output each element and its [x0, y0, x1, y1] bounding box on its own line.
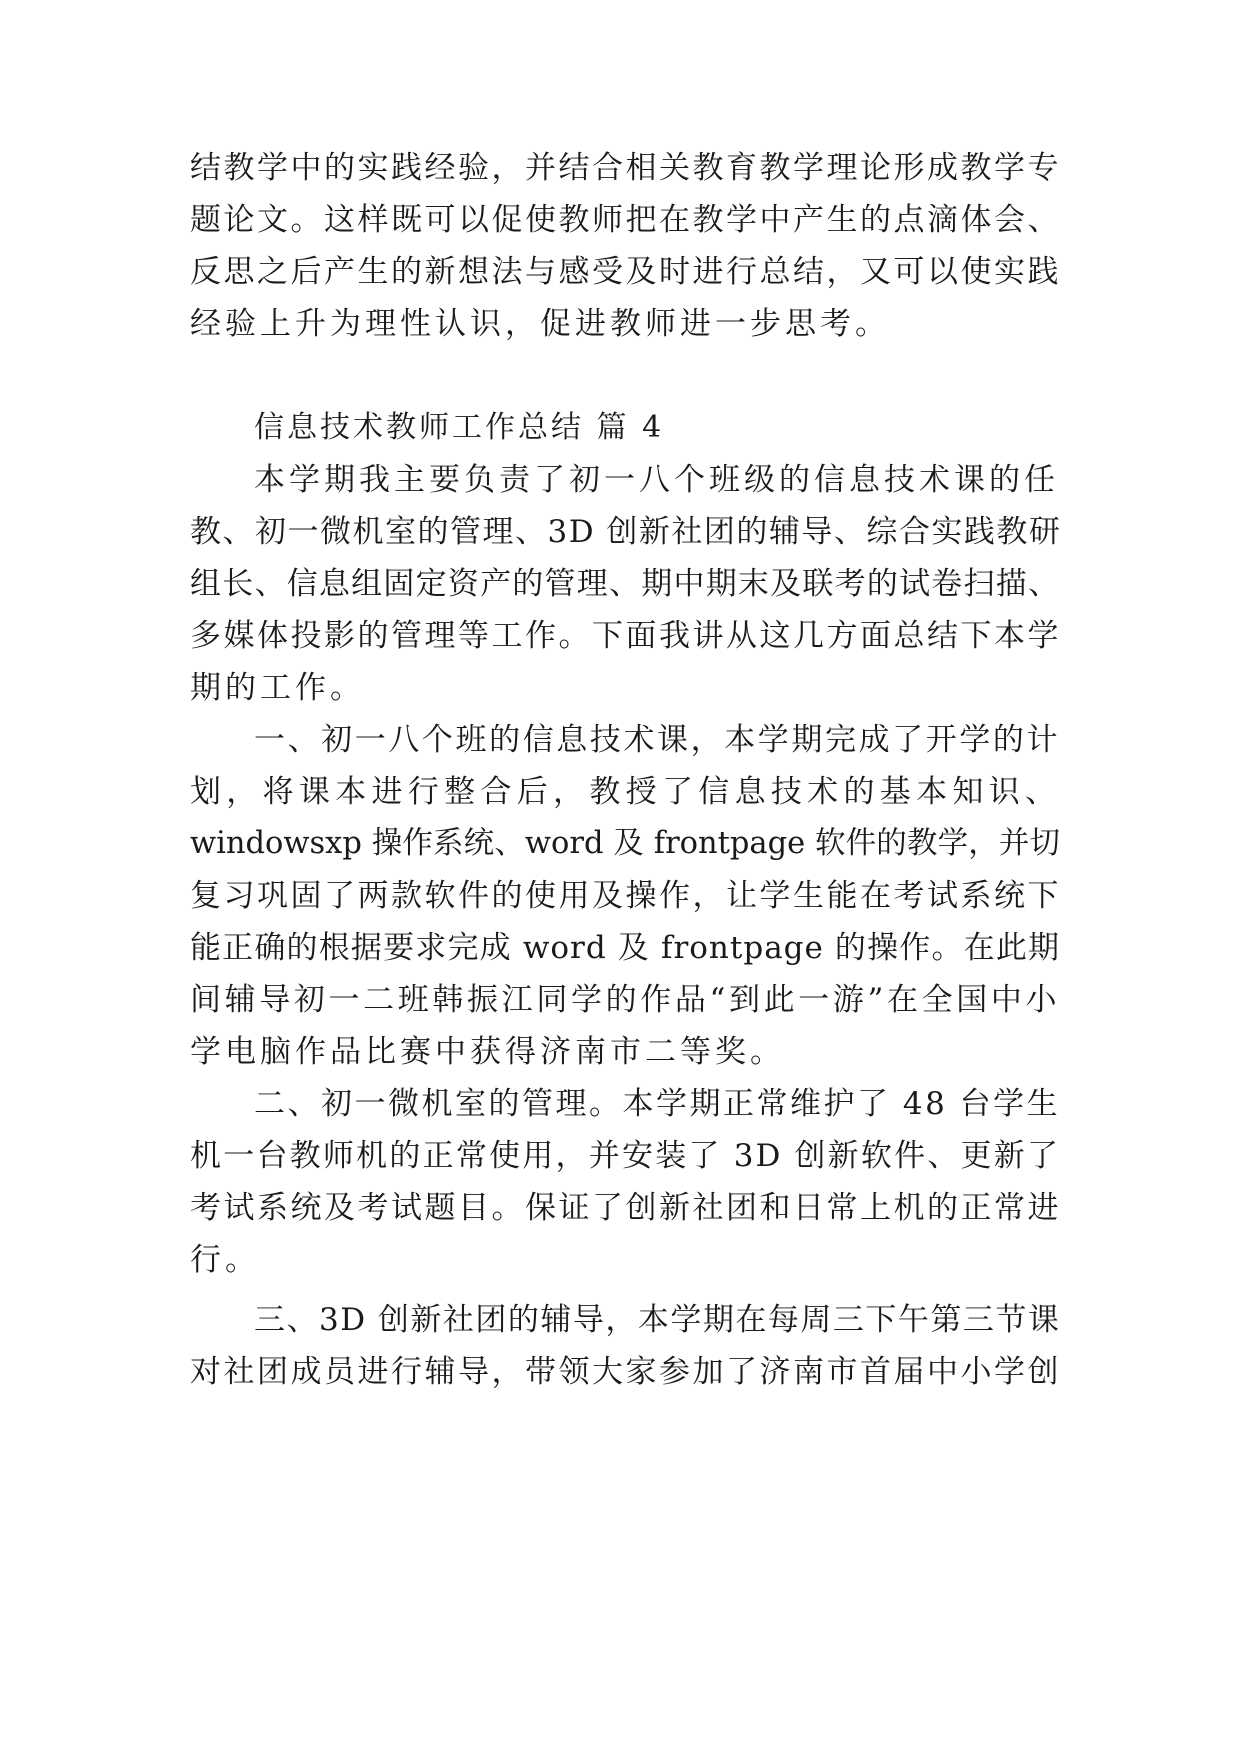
paragraph4-line-1: 三、3D 创新社团的辅导，本学期在每周三下午第三节课 [254, 1302, 1061, 1338]
paragraph2-line-3: windowsxp 操作系统、word 及 frontpage 软件的教学，并切 [190, 826, 1060, 861]
paragraph2-line-2: 划，将课本进行整合后，教授了信息技术的基本知识、 [190, 774, 1060, 810]
paragraph1-line-1: 本学期我主要负责了初一八个班级的信息技术课的任 [254, 462, 1059, 498]
paragraph4-line-2: 对社团成员进行辅导，带领大家参加了济南市首届中小学创 [190, 1354, 1061, 1390]
paragraph1-line-3: 组长、信息组固定资产的管理、期中期末及联考的试卷扫描、 [190, 566, 1060, 602]
section-heading: 信息技术教师工作总结 篇 4 [254, 410, 665, 445]
paragraph2-line-5: 能正确的根据要求完成 word 及 frontpage 的操作。在此期 [190, 930, 1060, 966]
paragraph2-line-4: 复习巩固了两款软件的使用及操作，让学生能在考试系统下 [190, 878, 1061, 914]
paragraph1-line-5: 期的工作。 [190, 670, 365, 706]
paragraph3-line-3: 考试系统及考试题目。保证了创新社团和日常上机的正常进 [190, 1190, 1061, 1226]
intro-line-3: 反思之后产生的新想法与感受及时进行总结，又可以使实践 [190, 254, 1061, 290]
paragraph2-line-7: 学电脑作品比赛中获得济南市二等奖。 [190, 1034, 785, 1070]
paragraph2-line-6: 间辅导初一二班韩振江同学的作品“到此一游”在全国中小 [190, 982, 1060, 1018]
intro-line-4: 经验上升为理性认识，促进教师进一步思考。 [190, 306, 890, 342]
paragraph3-line-4: 行。 [190, 1242, 260, 1278]
intro-line-1: 结教学中的实践经验，并结合相关教育教学理论形成教学专 [190, 150, 1061, 186]
paragraph1-line-2: 教、初一微机室的管理、3D 创新社团的辅导、综合实践教研 [190, 514, 1062, 550]
intro-line-2: 题论文。这样既可以促使教师把在教学中产生的点滴体会、 [190, 202, 1061, 238]
paragraph3-line-2: 机一台教师机的正常使用，并安装了 3D 创新软件、更新了 [190, 1138, 1060, 1174]
paragraph1-line-4: 多媒体投影的管理等工作。下面我讲从这几方面总结下本学 [190, 618, 1061, 654]
paragraph2-line-1: 一、初一八个班的信息技术课，本学期完成了开学的计 [254, 722, 1060, 758]
paragraph3-line-1: 二、初一微机室的管理。本学期正常维护了 48 台学生 [254, 1086, 1061, 1122]
